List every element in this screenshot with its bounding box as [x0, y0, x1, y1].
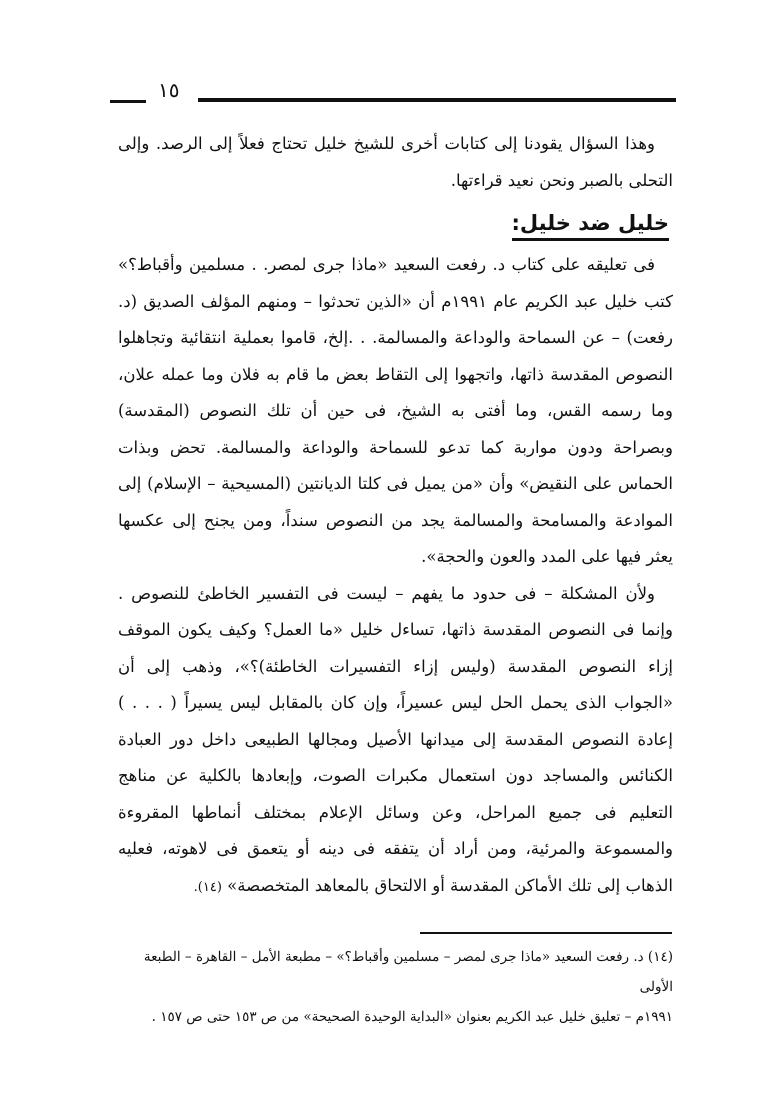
- paragraph-quote-1: فى تعليقه على كتاب د. رفعت السعيد «ماذا جرى لمصر. . مسلمين وأقباط؟» كتب خليل عبد الكريم عام ١٩٩١م أن «الذين تحدثوا – ومنهم المؤلف الصديق (د. رفعت) – عن السماحة والوداعة والمسالمة. . .إلخ، قاموا بعملية انتقائية وتجاهلوا النصوص المقدسة ذاتها، واتجهوا إلى التقاط بعض ما قام به فلان وما عمله علان، وما رسمه القس، وما أفتى به الشيخ، فى حين أن تلك النصوص (المقدسة) وبصراحة ودون مواربة كما تدعو للسماحة والوداعة والمسالمة. تحض وبذات الحماس على النقيض» وأن «من يميل فى كلتا الديانتين (المسيحية – الإسلام) إلى الموادعة والمسامحة والمسالمة يجد من النصوص سنداً، ومن يجنح إلى عكسها يعثر فيها على المدد والعون والحجة».: [118, 255, 674, 566]
- footnote-line-1: (١٤) د. رفعت السعيد «ماذا جرى لمصر – مسلمين وأقباط؟» – مطبعة الأمل – القاهرة – الطبعة الأولى: [143, 949, 673, 995]
- page-body: [118, 126, 673, 906]
- section-heading-text: خليل ضد خليل:: [512, 208, 670, 241]
- footnote-line-2: ١٩٩١م – تعليق خليل عبد الكريم بعنوان «البداية الوحيدة الصحيحة» من ص ١٥٣ حتى ص ١٥٧ .: [151, 1009, 673, 1025]
- footnote-divider: [420, 932, 672, 934]
- paragraph-quote-2: [118, 576, 673, 907]
- footnote: [118, 942, 673, 1032]
- page-number: ١٥: [158, 78, 180, 102]
- footnote-reference: (١٤).: [193, 879, 222, 895]
- paragraph-intro: وهذا السؤال يقودنا إلى كتابات أخرى للشيخ خليل تحتاج فعلاً إلى الرصد. وإلى التحلى بالصبر ونحن نعيد قراءتها.: [118, 134, 673, 190]
- paragraph-quote-2-text: ولأن المشكلة – فى حدود ما يفهم – ليست فى التفسير الخاطئ للنصوص . وإنما فى النصوص المقدسة ذاتها، تساءل خليل «ما العمل؟ وكيف يكون الموقف إزاء النصوص المقدسة (وليس إزاء التفسيرات الخاطئة)؟»، وذهب إلى أن «الجواب الذى يحمل الحل ليس عسيراً، وإن كان بالمقابل ليس يسيراً ( . . . ) إعادة النصوص المقدسة إلى ميدانها الأصيل ومجالها الطبيعى داخل دور العبادة الكنائس والمساجد دون استعمال مكبرات الصوت، وإبعادها بالكلية عن مناهج التعليم فى جميع المراحل، وعن وسائل الإعلام بمختلف أنماطها المقروءة والمسموعة والمرئية، ومن أراد أن يتفقه فى دينه أو يتعمق فى لاهوته، فعليه الذهاب إلى تلك الأماكن المقدسة أو الالتحاق بالمعاهد المتخصصة»: [118, 583, 673, 895]
- header-rule-long: [198, 98, 676, 102]
- header-rule-short: [110, 100, 146, 103]
- page-header: [110, 78, 670, 108]
- section-heading: [118, 199, 673, 247]
